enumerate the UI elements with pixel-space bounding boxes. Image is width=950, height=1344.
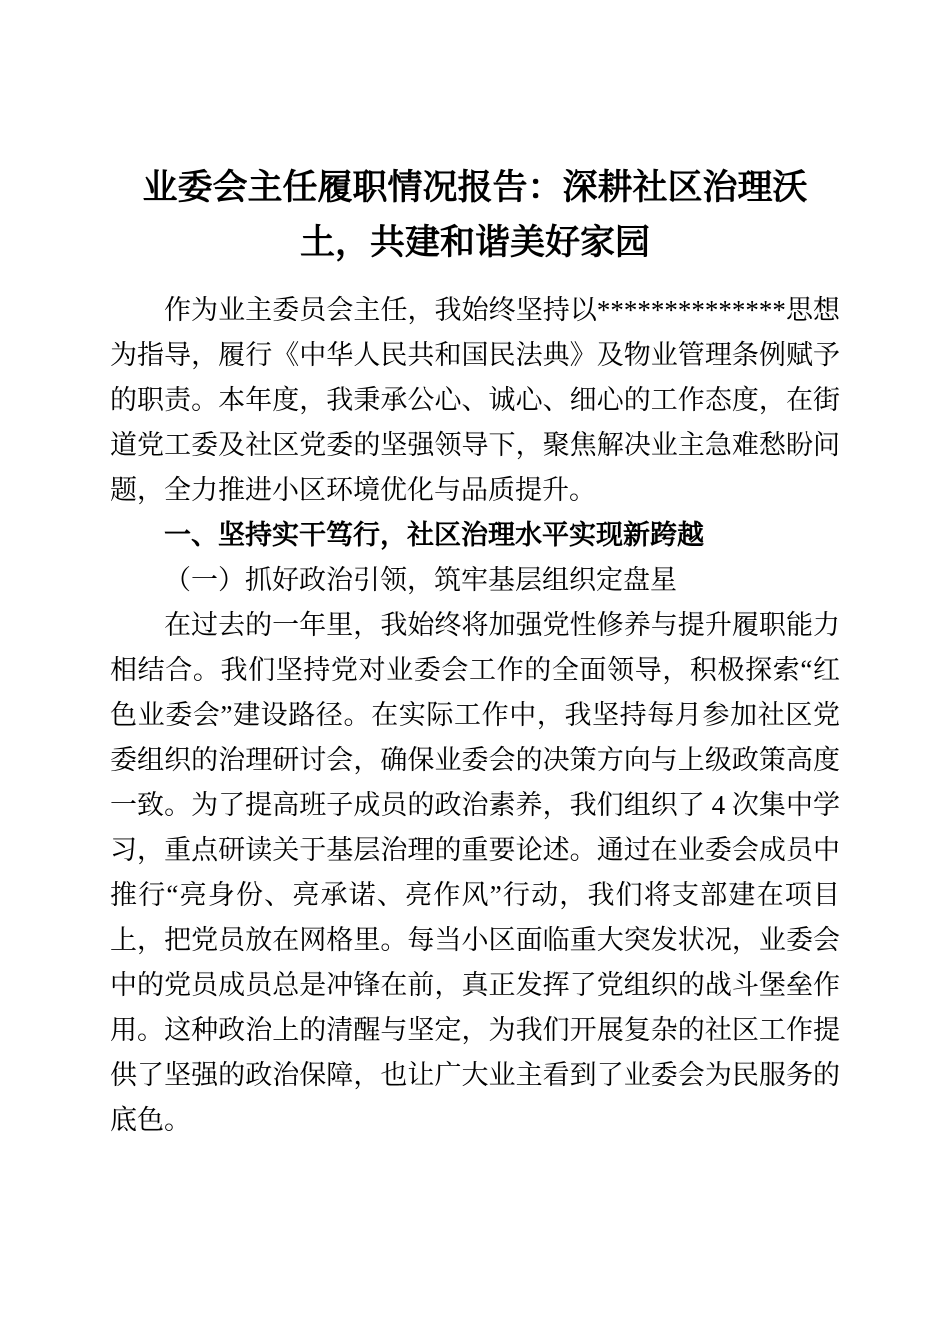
subsection-heading: （一）抓好政治引领，筑牢基层组织定盘星: [164, 565, 677, 595]
intro-paragraph: 作为业主委员会主任，我始终坚持以**************思想为指导，履行《中华人民共和国民法典》及物业管理条例赋予的职责。本年度，我秉承公心、诚心、细心的工作态度，在街道党工委及社区党委的坚强领导下，聚焦解决业主急难愁盼问题，全力推进小区环境优化与品质提升。: [110, 295, 840, 505]
section-heading: 一、坚持实干笃行，社区治理水平实现新跨越: [164, 520, 704, 550]
body-paragraph: 在过去的一年里，我始终将加强党性修养与提升履职能力相结合。我们坚持党对业委会工作的全面领导，积极探索“红色业委会”建设路径。在实际工作中，我坚持每月参加社区党委组织的治理研讨会，确保业委会的决策方向与上级政策高度一致。为了提高班子成员的政治素养，我们组织了 4 次集中学习，重点研读关于基层治理的重要论述。通过在业委会成员中推行“亮身份、亮承诺、亮作风”行动，我们将支部建在项目上，把党员放在网格里。每当小区面临重大突发状况，业委会中的党员成员总是冲锋在前，真正发挥了党组织的战斗堡垒作用。这种政治上的清醒与坚定，为我们开展复杂的社区工作提供了坚强的政治保障，也让广大业主看到了业委会为民服务的底色。: [110, 610, 840, 1135]
document-title: 业委会主任履职情况报告：深耕社区治理沃土，共建和谐美好家园: [142, 168, 808, 262]
